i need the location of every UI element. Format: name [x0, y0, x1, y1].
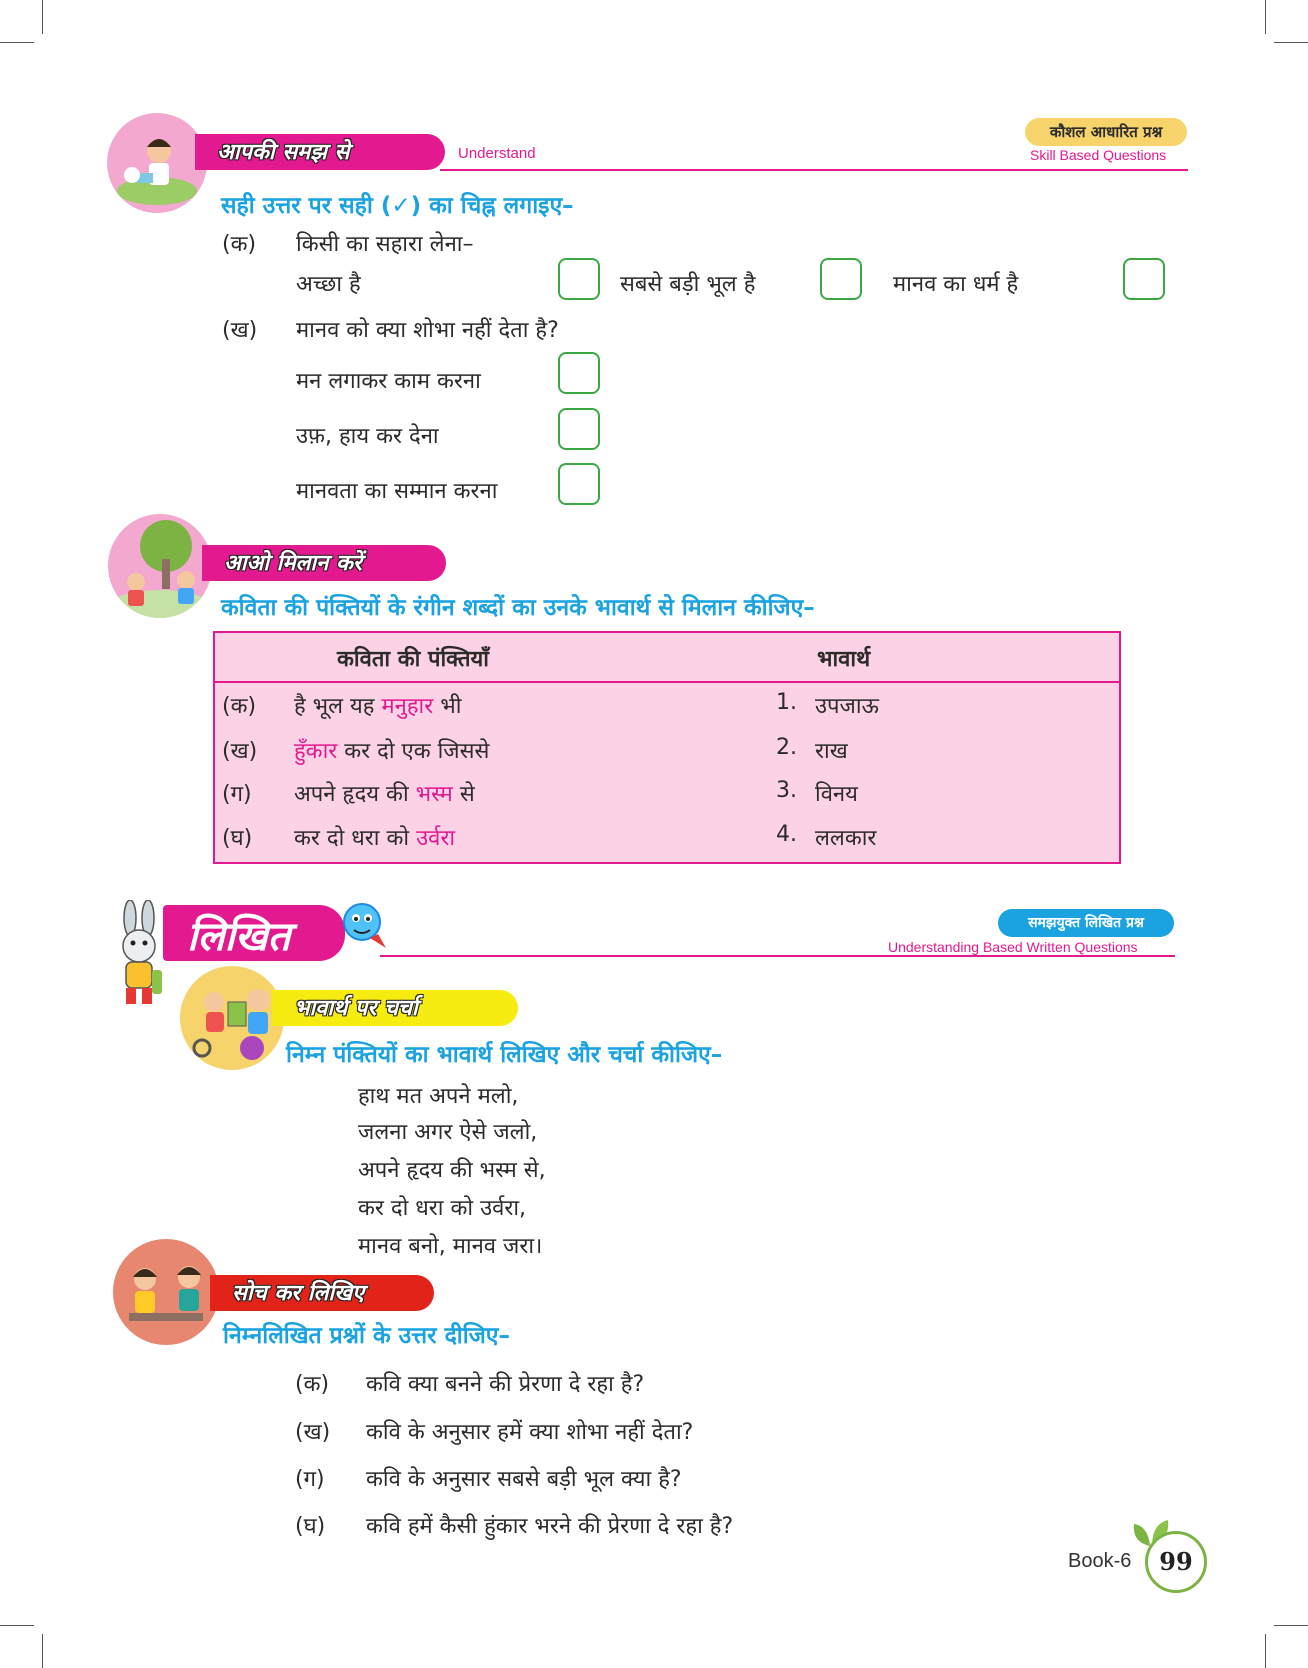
table-row-marker: (घ) — [222, 826, 253, 851]
table-row-line — [294, 735, 489, 765]
question-marker: (घ) — [295, 1514, 326, 1539]
table-row-line — [294, 822, 455, 852]
poem-line: अपने हृदय की भस्म से, — [358, 1158, 546, 1183]
section3-instruction: निम्न पंक्तियों का भावार्थ लिखिए और चर्चा कीजिए– — [286, 1042, 723, 1068]
q1-option-3-checkbox[interactable] — [1123, 258, 1165, 300]
section-heading-understand: आपकी समझ से — [195, 134, 445, 170]
matching-kids-illustration — [108, 514, 212, 618]
crop-mark — [0, 1625, 34, 1626]
table-col-left-header: कविता की पंक्तियाँ — [337, 647, 489, 672]
discussion-kids-illustration — [180, 966, 284, 1070]
writing-kids-illustration — [113, 1239, 219, 1345]
question-text: कवि हमें कैसी हुंकार भरने की प्रेरणा दे रहा है? — [366, 1514, 734, 1539]
understand-label: Understand — [458, 145, 536, 162]
question-text: कवि के अनुसार सबसे बड़ी भूल क्या है? — [366, 1467, 682, 1492]
q2-option-2: उफ़, हाय कर देना — [296, 424, 439, 449]
table-row-line — [294, 690, 461, 720]
line-pre: अपने हृदय की — [294, 782, 416, 807]
crop-mark — [1265, 1634, 1266, 1668]
skill-tag: कौशल आधारित प्रश्न — [1025, 118, 1187, 146]
q2-marker: (ख) — [222, 318, 258, 343]
table-row-line — [294, 778, 475, 808]
crop-mark — [1274, 42, 1308, 43]
colored-word: हुँकार — [294, 739, 338, 764]
section-heading-think-write: सोच कर लिखिए — [210, 1275, 434, 1311]
table-row-meaning: ललकार — [815, 826, 877, 851]
table-row-meaning: विनय — [815, 782, 858, 807]
poem-line: जलना अगर ऐसे जलो, — [358, 1120, 538, 1145]
book-label: Book-6 — [1068, 1550, 1132, 1572]
table-row-number: 1. — [776, 690, 797, 715]
q1-option-1-checkbox[interactable] — [558, 258, 600, 300]
table-col-right-header: भावार्थ — [817, 647, 871, 672]
page-number: 99 — [1159, 1547, 1193, 1576]
line-pre: कर दो धरा को — [294, 826, 417, 851]
q2-option-2-checkbox[interactable] — [558, 408, 600, 450]
line-post: कर दो एक जिससे — [337, 739, 490, 764]
crop-mark — [42, 1634, 43, 1668]
line-pre: है भूल यह — [294, 694, 382, 719]
table-header-divider — [215, 681, 1119, 683]
q1-option-2-checkbox[interactable] — [820, 258, 862, 300]
q2-option-3: मानवता का सम्मान करना — [296, 479, 498, 504]
table-row-meaning: राख — [815, 739, 848, 764]
q2-option-3-checkbox[interactable] — [558, 463, 600, 505]
crop-mark — [0, 42, 34, 43]
q1-text: किसी का सहारा लेना– — [296, 232, 474, 257]
question-marker: (ग) — [295, 1467, 325, 1492]
table-row-number: 2. — [776, 735, 797, 760]
likhit-title: लिखित — [187, 913, 291, 960]
section-heading-discussion: भावार्थ पर चर्चा — [272, 990, 518, 1026]
q2-option-1-checkbox[interactable] — [558, 352, 600, 394]
written-questions-tag-english: Understanding Based Written Questions — [888, 939, 1138, 955]
table-row-number: 3. — [776, 778, 797, 803]
poem-line: कर दो धरा को उर्वरा, — [358, 1196, 527, 1221]
written-questions-tag: समझयुक्त लिखित प्रश्न — [998, 909, 1174, 937]
section-divider — [440, 169, 1188, 171]
page-number-circle — [1145, 1531, 1207, 1593]
colored-word: मनुहार — [381, 694, 434, 719]
q1-marker: (क) — [222, 232, 257, 257]
section2-instruction: कविता की पंक्तियों के रंगीन शब्दों का उनके भावार्थ से मिलान कीजिए– — [221, 595, 815, 621]
poem-line: मानव बनो, मानव जरा। — [358, 1234, 543, 1259]
q1-option-3: मानव का धर्म है — [893, 272, 1019, 297]
q1-option-1: अच्छा है — [296, 272, 361, 297]
crop-mark — [1274, 1625, 1308, 1626]
section1-instruction: सही उत्तर पर सही (✓) का चिह्न लगाइए– — [221, 193, 574, 219]
skill-tag-english: Skill Based Questions — [1030, 147, 1167, 163]
line-post: भी — [433, 694, 462, 719]
section-heading-match: आओ मिलान करें — [202, 545, 446, 581]
bulb-mascot-icon — [340, 898, 392, 956]
question-marker: (ख) — [295, 1420, 331, 1445]
colored-word: भस्म — [415, 782, 453, 807]
likhit-title-banner — [163, 905, 345, 961]
q1-option-2: सबसे बड़ी भूल है — [620, 272, 756, 297]
question-text: कवि क्या बनने की प्रेरणा दे रहा है? — [366, 1372, 645, 1397]
table-row-number: 4. — [776, 822, 797, 847]
table-row-marker: (ग) — [222, 782, 252, 807]
q2-option-1: मन लगाकर काम करना — [296, 369, 481, 394]
question-marker: (क) — [295, 1372, 330, 1397]
table-row-marker: (क) — [222, 694, 257, 719]
reading-kids-illustration — [107, 113, 207, 213]
crop-mark — [1265, 0, 1266, 34]
question-text: कवि के अनुसार हमें क्या शोभा नहीं देता? — [366, 1420, 694, 1445]
q2-text: मानव को क्या शोभा नहीं देता है? — [296, 318, 559, 343]
likhit-divider — [380, 955, 1175, 957]
table-row-marker: (ख) — [222, 739, 258, 764]
poem-line: हाथ मत अपने मलो, — [358, 1084, 519, 1109]
section4-instruction: निम्नलिखित प्रश्नों के उत्तर दीजिए– — [223, 1323, 510, 1349]
crop-mark — [42, 0, 43, 34]
table-row-meaning: उपजाऊ — [815, 694, 879, 719]
line-post: से — [452, 782, 475, 807]
colored-word: उर्वरा — [416, 826, 456, 851]
